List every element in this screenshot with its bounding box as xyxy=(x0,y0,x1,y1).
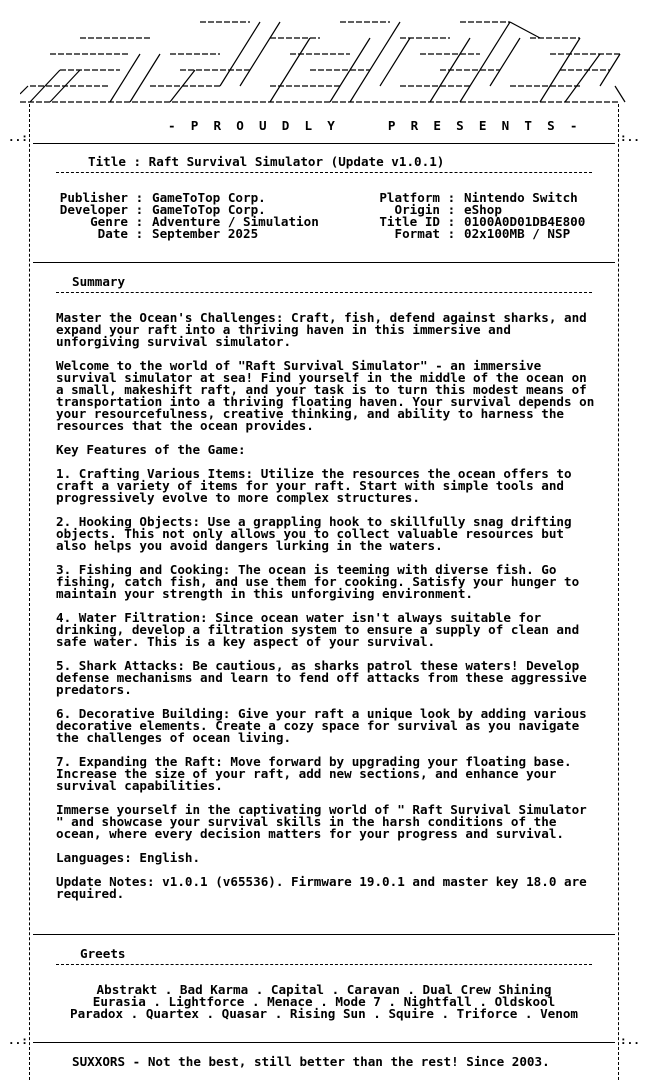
summary-body xyxy=(56,312,601,912)
summary-paragraph: 6. Decorative Building: Give your raft a unique look by adding various decorative elements. Create a cozy space for survival as you navigate the challenges of ocean living. xyxy=(56,706,587,745)
section-divider-summary xyxy=(33,262,615,263)
title-value: Raft Survival Simulator (Update v1.0.1) xyxy=(148,154,445,169)
greets-line: Abstrakt . Bad Karma . Capital . Caravan . Dual Crew Shining xyxy=(96,982,552,997)
summary-heading: Summary xyxy=(72,274,126,289)
summary-paragraph: 7. Expanding the Raft: Move forward by upgrading your floating base. Increase the size of your raft, add new sections, and enhance your survival capabilities. xyxy=(56,754,572,793)
frame-dots-right-bottom: :.. xyxy=(620,1034,640,1047)
title-label: Title xyxy=(88,154,126,169)
title-underline xyxy=(56,172,592,173)
frame-dots-left-bottom: ..: xyxy=(8,1034,28,1047)
frame-dots-right-top: :.. xyxy=(620,131,640,144)
logo-slashes xyxy=(20,22,625,102)
summary-paragraph: Key Features of the Game: xyxy=(56,442,246,457)
summary-underline xyxy=(56,292,592,293)
summary-paragraph: Languages: English. xyxy=(56,850,201,865)
presents-banner: - P R O U D L Y P R E S E N T S - xyxy=(168,118,578,133)
logo-underscores xyxy=(20,22,620,102)
section-divider-top xyxy=(33,143,615,144)
greets-list xyxy=(34,984,614,1020)
summary-paragraph: 5. Shark Attacks: Be cautious, as sharks patrol these waters! Develop defense mechanisms and learn to fend off attacks from these aggressive predators. xyxy=(56,658,587,697)
frame-dots-left-top: ..: xyxy=(8,131,28,144)
suxxors-ascii-logo xyxy=(20,14,628,110)
section-divider-greets xyxy=(33,934,615,935)
summary-paragraph: 1. Crafting Various Items: Utilize the resources the ocean offers to craft a variety of items for your raft. Start with simple tools and progressively evolve to more complex structures. xyxy=(56,466,572,505)
greets-heading: Greets xyxy=(80,946,126,961)
summary-paragraph: Immerse yourself in the captivating world of " Raft Survival Simulator " and showcase your survival skills in the harsh conditions of the ocean, where every decision matters for your progress and survival. xyxy=(56,802,587,841)
summary-paragraph: Master the Ocean's Challenges: Craft, fish, defend against sharks, and expand your raft into a thriving haven in this immersive and unforgiving survival simulator. xyxy=(56,310,587,349)
section-divider-footer xyxy=(33,1042,615,1043)
summary-paragraph: Welcome to the world of "Raft Survival Simulator" - an immersive survival simulator at sea! Find yourself in the middle of the ocean on a small, makeshift raft, and your task is to turn this modest means of transportation into a thriving floating haven. Your survival depends on your resourcefulness, creative thinking, and ability to harness the resources that the ocean provides. xyxy=(56,358,595,433)
greets-underline xyxy=(56,964,592,965)
summary-paragraph: 3. Fishing and Cooking: The ocean is teeming with diverse fish. Go fishing, catch fish, and use them for cooking. Satisfy your hunger to maintain your strength in this unforgiving environment. xyxy=(56,562,580,601)
frame-right-border xyxy=(618,104,619,1080)
summary-paragraph: 2. Hooking Objects: Use a grappling hook to skillfully snag drifting objects. This not only allows you to collect valuable resources but also helps you avoid dangers lurking in the waters. xyxy=(56,514,572,553)
frame-left-border xyxy=(29,104,30,1080)
greets-line: Paradox . Quartex . Quasar . Rising Sun . Squire . Triforce . Venom xyxy=(70,1006,578,1021)
footer-tagline: SUXXORS - Not the best, still better than the rest! Since 2003. xyxy=(72,1054,550,1069)
summary-paragraph: Update Notes: v1.0.1 (v65536). Firmware 19.0.1 and master key 18.0 are required. xyxy=(56,874,587,901)
release-title: Title : Raft Survival Simulator (Update v1.0.1) xyxy=(88,154,445,169)
greets-line: Eurasia . Lightforce . Menace . Mode 7 . Nightfall . Oldskool xyxy=(92,994,556,1009)
summary-paragraph: 4. Water Filtration: Since ocean water isn't always suitable for drinking, develop a filtration system to ensure a supply of clean and safe water. This is a key aspect of your survival. xyxy=(56,610,580,649)
